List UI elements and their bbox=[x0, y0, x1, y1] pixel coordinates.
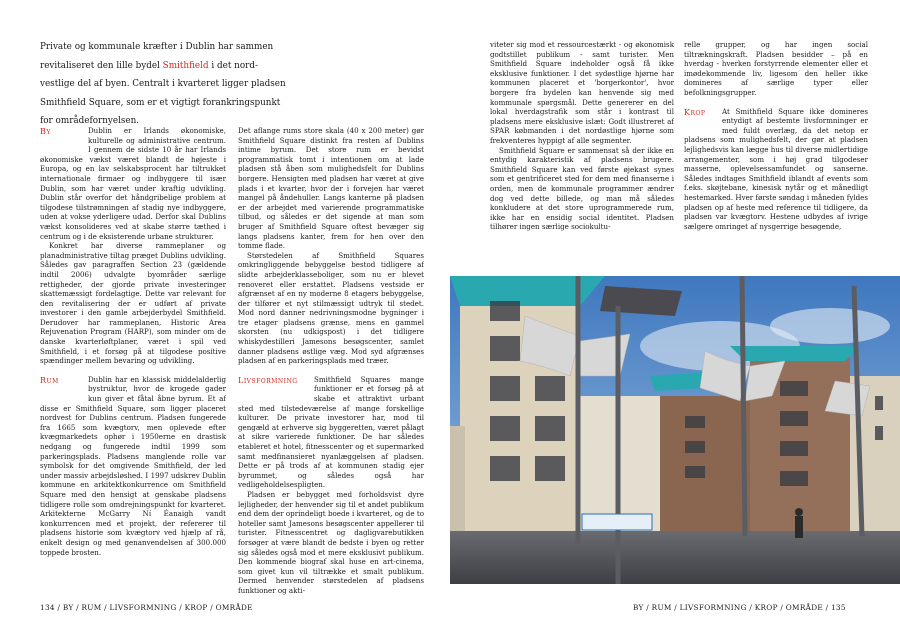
section-heading-rum: Rum bbox=[40, 375, 59, 385]
page-footer-right: BY / RUM / LIVSFORMNING / KROP / OMRÅDE / 135 bbox=[633, 603, 846, 612]
page-footer-left: 134 / BY / RUM / LIVSFORMNING / KROP / OMRÅDE bbox=[40, 603, 253, 612]
lamp-head bbox=[600, 286, 682, 316]
cloud bbox=[770, 308, 890, 344]
hoarding-sign bbox=[582, 514, 652, 530]
lead-highlight: Smithfield bbox=[162, 60, 209, 71]
section-heading-krop: Krop bbox=[684, 107, 706, 117]
section-heading-livsformning: Livsformning bbox=[238, 375, 298, 385]
paragraph: Pladsen er bebygget med forholdsvist dyre lejligheder, der henvender sig til et andet publikum end dem der oprindeligt boede i kvarteret, og de to hoteller samt Jamesons besøgscenter appellerer til turister. Fitnesscentret og dagligvarebutikken forsøger at være blandt de bedste i byen og retter sig således også mod et mere eksklusivt publikum. Den kommende biograf skal huse en art-cinema, som givet kun vil tiltrække et smalt publikum. Dermed henvender størstedelen af pladsens funktioner og akti- bbox=[238, 489, 424, 595]
roof-teal bbox=[450, 276, 605, 306]
building-edge bbox=[450, 426, 465, 536]
column-3 bbox=[490, 40, 674, 270]
column-4 bbox=[684, 40, 868, 270]
paragraph: At Smithfield Square ikke domineres entydigt af bestemte livsformninger er med fuldt overlæg, da det netop er pladsens som mulighedsfelt, der gør at pladsen lejlighedsvis kan lægge hus til diverse midlertidige arrangementer, som i høj grad tilgodeser masserne, oplevelsessamfundet og sanserne. Således indtages Smithfield iblandt af events som f.eks. skøjtebane, kinesisk nytår og et månedligt hestemarked. Hver første søndag i måneden fyldes pladsen op af heste med reference til tidligere, da pladsen var kvægtorv. Hestene udbydes af ivrige sælgere omringet af nysgerrige besøgende, bbox=[684, 106, 868, 231]
column-1 bbox=[40, 126, 226, 596]
cobblestone-pavement bbox=[450, 531, 900, 584]
roof-teal bbox=[730, 346, 860, 361]
paragraph: Størstedelen af Smithfield Squares omkringliggende bebyggelse bestod tidligere af slidte arbejderklasseboliger, som nu er blevet renoveret eller erstattet. Pladsens vestside er afgrænset af en ny moderne 8 etagers bebyggelse, der tilfører et nyt stilmæssigt udtryk til stedet. Mod nord danner nedrivningsmodne bygninger i tre etager pladsens grænse, mens en gammel skorsten (nu udkigspost) i det tidligere whiskydestilleri Jamesons besøgscenter, samlet danner pladsens østlige væg. Mod syd afgrænses pladsen af en parkeringsplads med træer. bbox=[238, 250, 424, 366]
pedestrian-head bbox=[795, 508, 803, 516]
lead-paragraph: Private og kommunale kræfter i Dublin har sammen revitaliseret den lille bydel Smithfield i det nord-vestlige del af byen. Centralt i kvarteret ligger pladsen Smithfield Square, som er et vigtigt forankringspunkt for områdefornyelsen. bbox=[40, 42, 286, 126]
column-2 bbox=[238, 126, 424, 596]
section-heading-by: By bbox=[40, 127, 51, 136]
paragraph: Det aflange rums store skala (40 x 200 meter) gør Smithfield Square distinkt fra resten af Dublins intime byrum. Det store rum er bevidst programmatisk tomt i intentionen om at lade pladsen stå åben som mulighedsfelt for Dublins borgere. Hensigten med pladsen har været at give plads i et kvarter, hvor der i forvejen har været mangel på åndehuller. Langs kanterne på pladsen er der arbejdet med varierende programmatiske tilbud, og således er det sigende at man som bruger af Smithfield Square oftest bevæger sig langs pladsens kanter, frem for hen over den tomme flade. bbox=[238, 126, 424, 251]
paragraph: viteter sig mod et ressourcestærkt - og økonomisk godtstillet publikum - samt turister. Men Smithfield Square indeholder også få ikke eksklusive funktioner. I det sydøstlige hjørne har kommunen placeret et 'borgerkontor', hvor borgere fra bydelen kan henvende sig med kommunale spørgsmål. Dette genererer en del lokal hverdagstrafik som står i kontrast til pladsens mere eksklusive islæt: Godt illustreret af SPAR købmanden i det nordøstlige hjørne som frekventeres hyppigt af alle segmenter. bbox=[490, 40, 674, 145]
paragraph: Konkret har diverse rammeplaner og planadministrative tiltag præget Dublins udvikling. Således gav paragraffen Section 23 (gældende indtil 2006) udvalgte byområder særlige rettigheder, der gjorde private investeringer skattemæssigt fordelagtige. Dette var relevant for den revitalisering der er udført af private investorer i den gamle arbejderbydel Smithfield. Derudover har rammeplanen, Historic Area Rejuvenation Program (HARP), som minder om de danske kvarterløftplaner, været i spil ved Smithfield, i et forsøg på at tilgodese positive spændinger mellem bevaring og udvikling. bbox=[40, 241, 226, 366]
paragraph: Smithfield Square er sammensat så der ikke en entydig karakteristik af pladsens brugere. Smithfield Square kan ved første øjekast synes som et gentrificeret sted for dem med finanserne i orden, men de kommunale programmer ændrer dog ved dette billede, og man må således konkludere at det store uprogrammerede rum, ikke har en ensidig social identitet. Pladsen tilhører ingen særlige sociokultu- bbox=[490, 145, 674, 232]
photo-illustration bbox=[450, 276, 900, 584]
paragraph: relle grupper, og har ingen social tiltrækningskraft. Pladsen besidder – på en hverdag - hverken forstyrrende elementer eller et imødekommende liv, ligesom den heller ikke domineres af særlige typer eller befolkningsgrupper. bbox=[684, 40, 868, 97]
paragraph: Dublin har en klassisk middelalderlig bystruktur, hvor de krogede gader kun giver et fåtal åbne byrum. Et af disse er Smithfield Square, som ligger placeret nordvest for Dublins centrum. Pladsen fungerede fra 1665 som kvægtorv, men oplevede efter kvægmarkedets ophør i 1950erne en drastisk nedgang og fungerede indtil 1999 som parkeringsplads. Pladsens manglende rolle var symbolsk for det omgivende Smithfield, der led under massiv arbejdsløshed. I 1997 udskrev Dublin kommune en arkitektkonkurrence om Smithfield Square med den hensigt at genskabe pladsens tidligere rolle som omdrejningspunkt for kvarteret. Arkitekterne McGarry Ní Éanaigh vandt konkurrencen med et projekt, der refererer til pladsens historie som kvægtorv ved hjælp af rå, enkelt design og med genanvendelsen af 300.000 toppede brosten. bbox=[40, 374, 226, 557]
smithfield-square-photo bbox=[450, 276, 900, 584]
paragraph: Smithfield Squares mange funktioner er et forsøg på at skabe et attraktivt urbant sted med tilstedeværelse af mange forskellige kulturer. De private investorer har, mod til gengæld at erhverve sig byggeretten, været pålagt at sikre varierede funktioner. De har således etableret et hotel, fitnesscenter og et supermarked samt medfinansieret nyanlæggelsen af pladsen. Dette er på trods af at kommunen stadig ejer byrummet, og således også har vedligeholdelsespligten. bbox=[238, 374, 424, 490]
pedestrian bbox=[795, 516, 803, 538]
paragraph: Dublin er Irlands økonomiske, kulturelle og administrative centrum. I gennem de sidste 10 år har Irlands økonomiske vækst været blandt de højeste i Europa, og en lav selskabsprocent har tiltrukket internationale firmaer og indbyggere til især Dublin, som har været under kraftig udvikling. Dublin står overfor det håndgribelige problem at tilgodese tilstrømningen af stadig nye indbyggere, uden at vokse yderligere udad. Derfor skal Dublins vækst konsolideres ved at skabe større tæthed i centrum og i de eksisterende urbane strukturer. bbox=[40, 126, 226, 241]
